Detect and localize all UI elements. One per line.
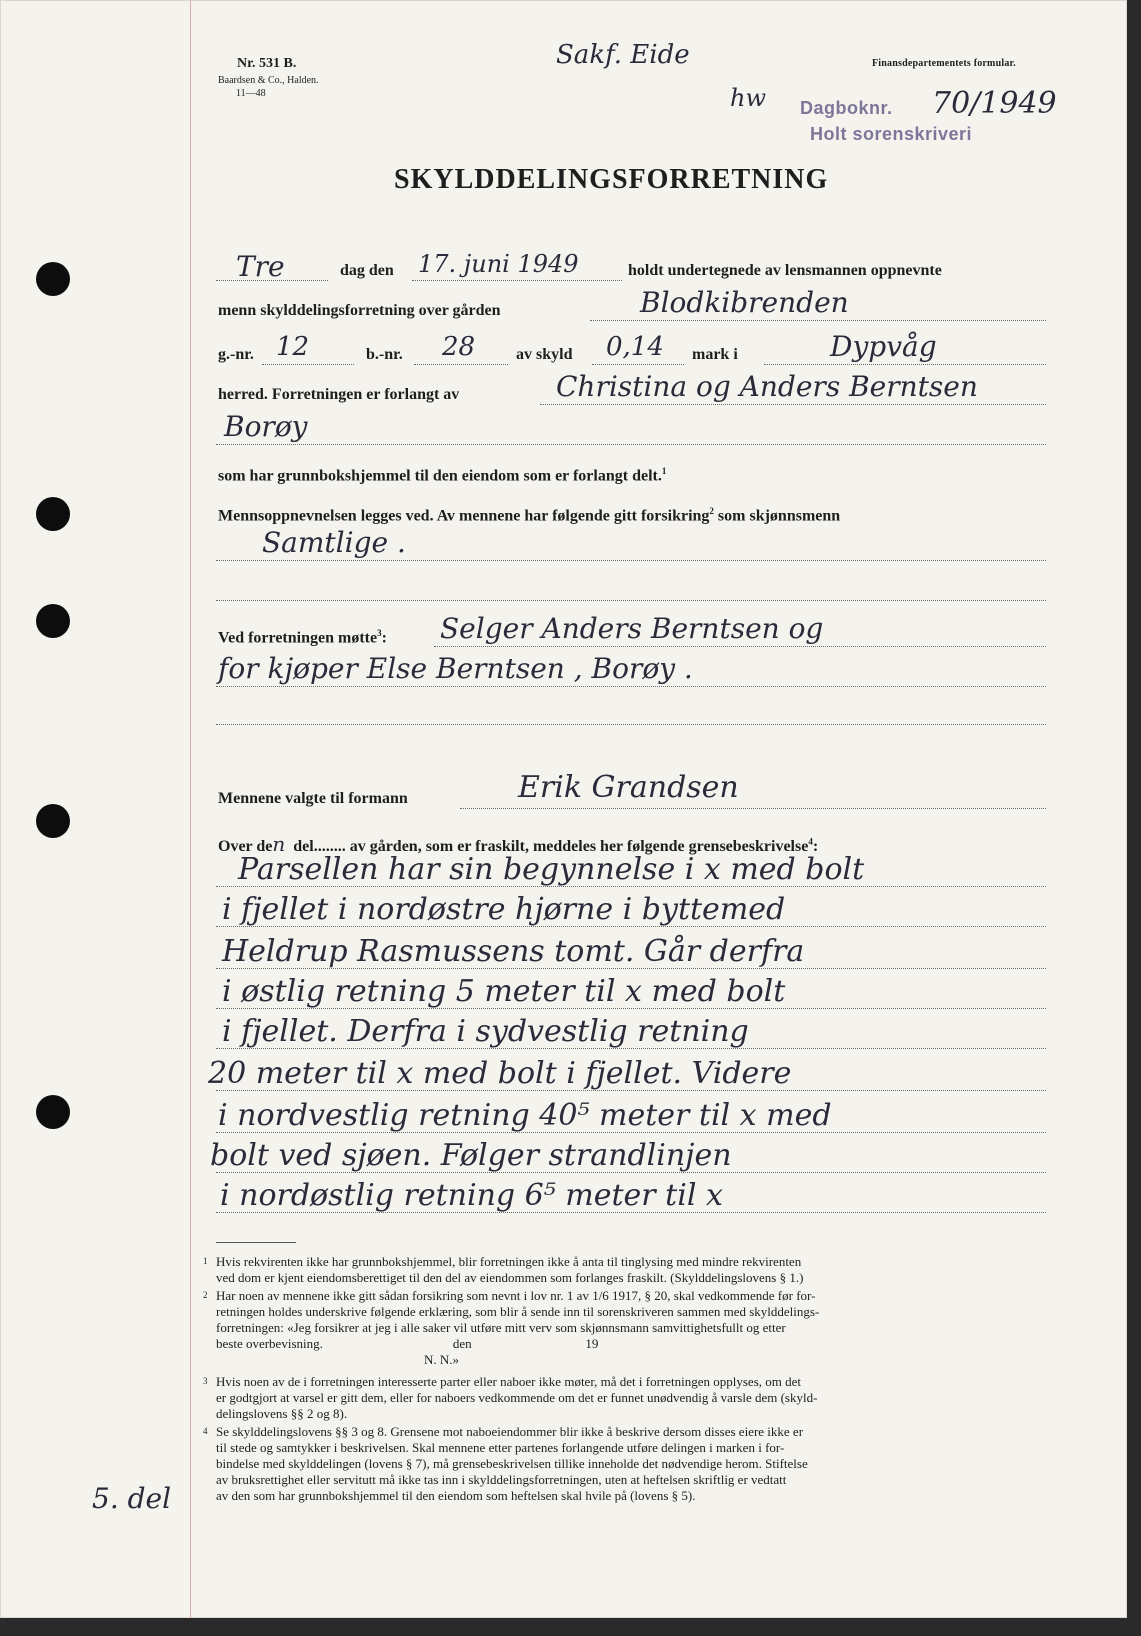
skyld-field: [592, 364, 684, 365]
bnr-label: b.-nr.: [366, 346, 403, 363]
mark-label: mark i: [692, 346, 738, 363]
attended-label: Ved forretningen møtte$^3$:: [218, 628, 387, 647]
dagbok-stamp: Dagboknr.: [800, 98, 893, 118]
oath-value: Samtlige .: [262, 526, 406, 559]
requested-by-field-cont: [216, 444, 1046, 445]
municipality-field: [764, 364, 1046, 365]
boundary-intro: Over den del........ av gården, som er fraskilt, meddeles her følgende grensebeskrivelse$^4$:: [218, 832, 819, 856]
blank-line: [216, 600, 1046, 601]
boundary-text: i fjellet i nordøstre hjørne i byttemed: [222, 892, 786, 927]
punch-hole: [36, 604, 70, 638]
printer-line: Baardsen & Co., Halden.: [218, 75, 319, 86]
handwritten-initials: hw: [730, 84, 766, 112]
blank-line: [216, 724, 1046, 725]
margin-line: [190, 0, 191, 1618]
attended-field-cont: [216, 686, 1046, 687]
day-value: Tre: [236, 250, 285, 283]
skyld-value: 0,14: [606, 332, 664, 362]
skyld-label: av skyld: [516, 346, 573, 363]
punch-hole: [36, 262, 70, 296]
bnr-value: 28: [442, 332, 476, 362]
dagbok-number: 70/1949: [932, 86, 1057, 121]
bottom-note: 5. del: [92, 1482, 172, 1515]
ministry-form-label: Finansdepartementets formular.: [872, 58, 1016, 69]
boundary-text: i nordøstlig retning 6⁵ meter til x: [220, 1178, 723, 1213]
boundary-text: bolt ved sjøen. Følger strandlinjen: [210, 1138, 732, 1173]
attended-field: [434, 646, 1046, 647]
gnr-value: 12: [276, 332, 310, 362]
chairman-value: Erik Grandsen: [518, 770, 739, 805]
gnr-field: [262, 364, 354, 365]
boundary-text: Heldrup Rasmussens tomt. Går derfra: [222, 934, 805, 969]
bnr-field: [414, 364, 508, 365]
footnote-separator: [216, 1242, 296, 1243]
boundary-text: 20 meter til x med bolt i fjellet. Videre: [208, 1056, 792, 1091]
attended-value-cont: for kjøper Else Berntsen , Borøy .: [218, 652, 693, 685]
footnote: 1 Hvis rekvirenten ikke har grunnbokshjemmel, blir forretningen ikke å anta til tinglysing med mindre rekvirenten ved dom er kjent eiendomsberettiget til den del av eiendommen som forlanges fraskilt. (Skylddelingslovens § 1.): [203, 1254, 804, 1285]
municipality-value: Dypvåg: [830, 330, 937, 363]
boundary-text: i østlig retning 5 meter til x med bolt: [222, 974, 786, 1009]
punch-hole: [36, 804, 70, 838]
footnote: 3 Hvis noen av de i forretningen interesserte parter eller naboer ikke møter, må det i forretningen opplyses, om det er godtgjort at varsel er gitt dem, eller for naboers vedkommende om det er funnet unødvendig å varsle dem (skyld- delingslovens §§ 2 og 8).: [203, 1374, 818, 1421]
chairman-field: [460, 808, 1046, 809]
requested-by-value: Christina og Anders Berntsen: [556, 370, 978, 403]
day-label: dag den: [340, 262, 394, 279]
printer-date: 11—48: [236, 88, 266, 99]
document-title: SKYLDDELINGSFORRETNING: [394, 164, 829, 195]
herred-label: herred. Forretningen er forlangt av: [218, 386, 460, 403]
punch-hole: [36, 497, 70, 531]
footnote: 2 Har noen av mennene ikke gitt sådan forsikring som nevnt i lov nr. 1 av 1/6 1917, § 20, skal vedkommende før for- retningen holdes underskrive følgende erklæring, som blir å sende inn til sorenskriveren sammen med skylddelings- forretningen: «Jeg forsikrer at jeg i alle saker vil utføre mitt verv som skjønnsmann samvittighetsfullt og etter beste overbevisning. den 19 N. N.»: [203, 1288, 820, 1367]
oath-text: Mennsoppnevnelsen legges ved. Av mennene har følgende gitt forsikring$^2$ som skjønnsmenn: [218, 506, 841, 525]
chairman-label: Mennene valgte til formann: [218, 790, 408, 807]
date-field: [412, 280, 622, 281]
gnr-label: g.-nr.: [218, 346, 254, 363]
requested-by-field: [540, 404, 1046, 405]
requested-by-cont: Borøy: [224, 410, 308, 443]
boundary-text: i fjellet. Derfra i sydvestlig retning: [222, 1014, 749, 1049]
men-text: menn skylddelingsforretning over gården: [218, 302, 501, 319]
boundary-text: Parsellen har sin begynnelse i x med bolt: [238, 852, 865, 887]
farm-field: [590, 320, 1046, 321]
date-value: 17. juni 1949: [418, 250, 579, 278]
footnote: 4 Se skylddelingslovens §§ 3 og 8. Grensene mot naboeiendommer blir ikke å beskrive dersom disses eiere ikke er til stede og samtykker i beskrivelsen. Skal mennene etter partenes forlangende utføre delingen i marken i for- bindelse med skylddelingen (lovens § 7), må grensebeskrivelsen tillike inneholde det nødvendige herom. Stiftelse av bruksrettighet eller servitutt må ikke tas inn i skylddelingsforretningen, uten at heftelsen skriftlig er vedtatt av den som har grunnbokshjemmel til den eiendom som heftelsen skal hvile på (lovens § 5).: [203, 1424, 808, 1503]
attended-value: Selger Anders Berntsen og: [440, 612, 824, 645]
court-stamp: Holt sorenskriveri: [810, 124, 973, 144]
oath-field: [216, 560, 1046, 561]
form-number: Nr. 531 B.: [237, 56, 297, 71]
handwritten-note: Sakf. Eide: [556, 40, 690, 70]
farm-value: Blodkibrenden: [640, 286, 849, 319]
grunnbok-text: som har grunnbokshjemmel til den eiendom som er forlangt delt.$^1$: [218, 466, 667, 485]
boundary-text: i nordvestlig retning 40⁵ meter til x med: [218, 1098, 832, 1133]
punch-hole: [36, 1095, 70, 1129]
held-text: holdt undertegnede av lensmannen oppnevnte: [628, 262, 942, 279]
